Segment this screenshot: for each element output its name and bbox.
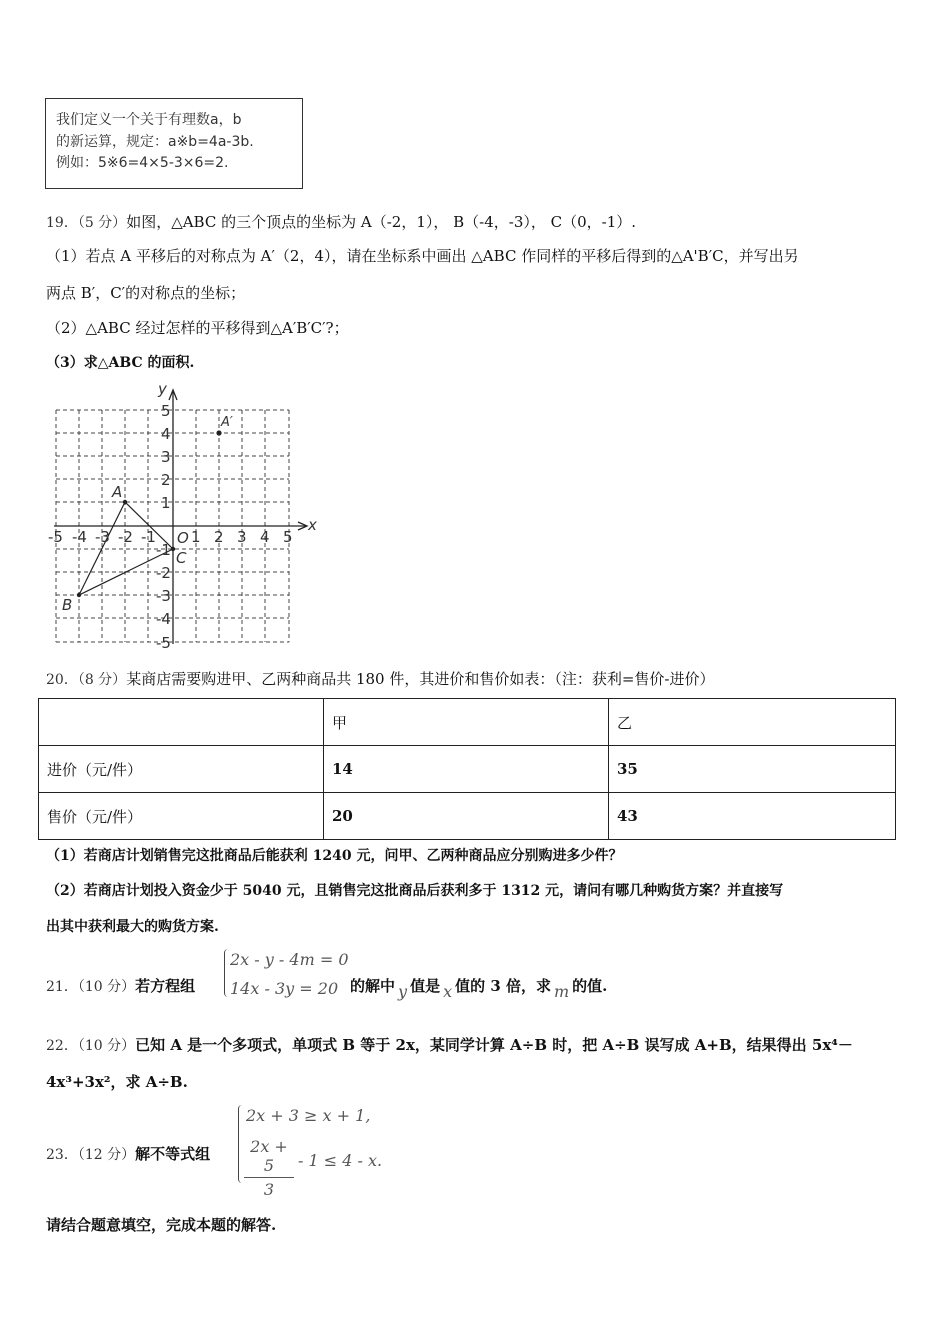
q20-part1: （1）若商店计划销售完这批商品后能获利 1240 元，问甲、乙两种商品应分别购进多少件？ [46,848,623,864]
q22-score: （10 分） [77,1038,136,1054]
table-cell: 售价（元/件） [39,793,324,840]
q21-mid-3: 值的 3 倍，求 [455,977,551,995]
q20-stem-line [46,668,715,689]
table-row [39,793,896,840]
y-tick-label: -4 [156,610,171,628]
y-tick-label: 1 [161,494,171,512]
graph-axes [54,390,307,644]
table-header-cell: 乙 [609,699,896,746]
q21-score: （10 分） [77,979,136,995]
q22-line-a-wrap [46,1034,853,1055]
q21-var-m: m [554,982,570,1001]
q22-number: 22． [46,1038,78,1054]
q21-var-x: x [443,982,453,1001]
point-a-dot [123,500,127,504]
y-tick-label: 5 [161,402,171,420]
y-tick-label: -2 [156,564,171,582]
q23-lead [46,1143,210,1164]
definition-line-3: 例如：5※6=4×5-3×6=2. [56,155,229,171]
point-a-prime-dot [216,430,221,435]
q19-part1-line-a: （1）若点 A 平移后的对称点为 A′（2，4），请在坐标系中画出 △ABC 作同样的平移后得到的△A'B′C，并写出另 [46,247,799,265]
x-tick-label: -5 [48,528,63,546]
q21-equation-2: 14x - 3y = 20 [230,979,339,998]
table-row [39,746,896,793]
point-b-dot [77,593,81,597]
point-a-label: A [112,483,123,501]
q20-part2-line-b: 出其中获利最大的购货方案. [46,919,219,935]
q21-number: 21． [46,979,78,995]
q20-stem: 某商店需要购进甲、乙两种商品共 180 件，其进价和售价如表：（注：获利=售价-进价） [126,670,715,688]
q22-line-b: 4x³+3x²，求 A÷B. [46,1073,188,1091]
q21-tail-text: 的值. [572,977,608,995]
x-tick-label: 5 [283,528,293,546]
x-tick-label: -3 [95,528,110,546]
table-cell: 进价（元/件） [39,746,324,793]
point-c-dot [171,547,175,551]
q20-part2-line-a: （2）若商店计划投入资金少于 5040 元，且销售完这批商品后获利多于 1312 元，请问有哪几种购货方案？并直接写 [46,883,784,899]
q20-score: （8 分） [77,672,127,688]
table-cell: 20 [324,793,609,840]
q21-lead [46,975,195,996]
q23-fraction [244,1137,294,1199]
q23-lead-text: 解不等式组 [135,1145,211,1163]
q19-number: 19． [46,215,78,231]
y-axis-label: y [158,380,167,398]
q19-stem: 如图，△ABC 的三个顶点的坐标为 A（-2，1）， B（-4，-3）， C（0，-1）. [126,213,637,231]
q21-tail [350,975,608,1001]
y-tick-label: -3 [156,587,171,605]
table-cell: 14 [324,746,609,793]
q23-fraction-numerator: 2x + 5 [244,1137,294,1178]
closing-instruction: 请结合题意填空，完成本题的解答. [46,1216,277,1234]
y-tick-label: 2 [161,471,171,489]
x-tick-label: 4 [260,528,270,546]
point-c-label: C [176,549,187,567]
table-cell: 35 [609,746,896,793]
x-tick-label: -4 [72,528,87,546]
q21-mid-2: 值是 [410,977,441,995]
q23-inequality-2-tail: - 1 ≤ 4 - x. [298,1151,383,1170]
q23-number: 23． [46,1147,78,1163]
q19-stem-line [46,211,636,232]
y-tick-label: -1 [156,541,171,559]
price-table [38,698,896,840]
q20-number: 20． [46,672,78,688]
definition-box [45,98,303,189]
x-tick-label: 1 [191,528,201,546]
definition-line-2: 的新运算，规定：a※b=4a-3b. [56,134,254,150]
origin-label: O [177,529,189,547]
x-tick-label: 2 [214,528,224,546]
y-tick-label: 4 [161,425,171,443]
point-a-prime-label: A′ [221,415,233,430]
q19-part1-line-b: 两点 B′，C′的对称点的坐标； [46,284,246,302]
coordinate-graph [40,378,330,650]
x-axis-label: x [308,516,317,534]
q21-mid-1: 的解中 [350,977,396,995]
q23-score: （12 分） [77,1147,136,1163]
q22-line-a: 已知 A 是一个多项式，单项式 B 等于 2x，某同学计算 A÷B 时，把 A÷B 误写成 A+B，结果得出 5x⁴－ [135,1036,853,1054]
q19-score: （5 分） [77,215,127,231]
x-tick-label: 3 [237,528,247,546]
y-tick-label: -5 [156,634,171,650]
q21-lead-text: 若方程组 [135,977,196,995]
table-header-row [39,699,896,746]
point-b-label: B [62,596,73,614]
x-tick-label: -2 [118,528,133,546]
definition-line-1: 我们定义一个关于有理数a，b [56,112,242,128]
q19-part2: （2）△ABC 经过怎样的平移得到△A′B′C′?； [46,319,349,337]
table-cell: 43 [609,793,896,840]
q21-var-y: y [398,982,408,1001]
q21-equation-1: 2x - y - 4m = 0 [230,950,349,969]
x-tick-label: -1 [141,528,156,546]
q19-part3: （3）求△ABC 的面积. [46,355,195,371]
table-header-cell: 甲 [324,699,609,746]
q23-fraction-denominator: 3 [263,1180,275,1199]
q23-inequality-1: 2x + 3 ≥ x + 1, [246,1106,371,1125]
y-tick-label: 3 [161,448,171,466]
table-header-cell [39,699,324,746]
